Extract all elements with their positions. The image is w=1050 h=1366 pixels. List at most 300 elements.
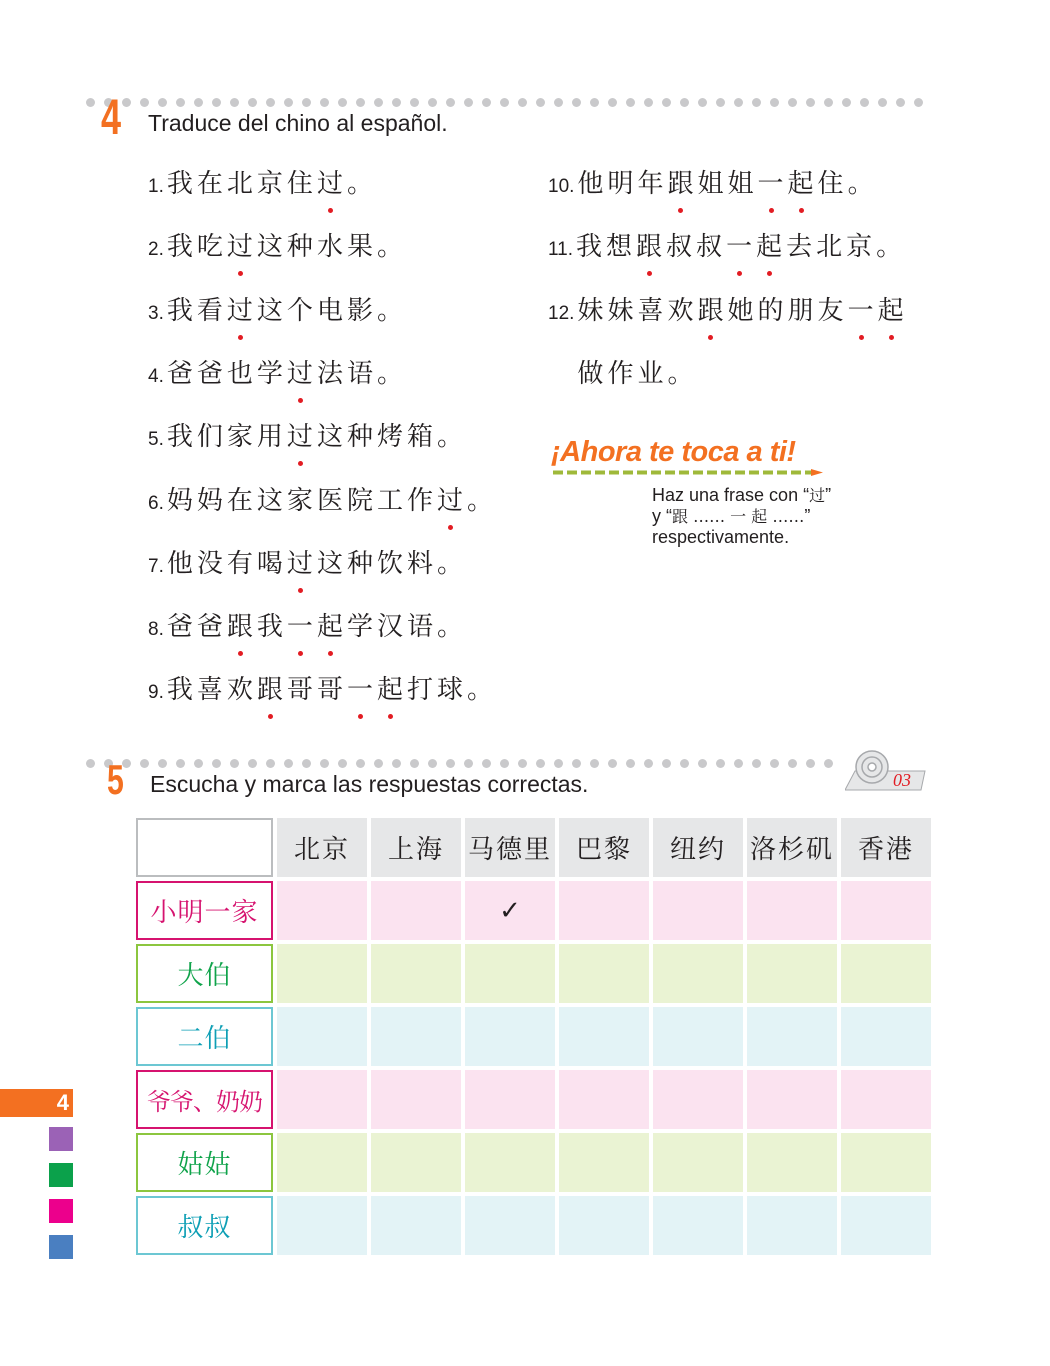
city-column-header: 纽约 bbox=[653, 818, 743, 877]
emphasized-char: 一 bbox=[726, 227, 756, 267]
ahora-instructions bbox=[652, 485, 831, 548]
sentence-char: 吃 bbox=[196, 232, 227, 263]
emphasized-char: 一 bbox=[347, 670, 377, 710]
sentence-char: 爸 bbox=[196, 358, 227, 389]
ex5-title: Escucha y marca las respuestas correctas. bbox=[150, 771, 589, 797]
emphasized-char: 过 bbox=[287, 417, 317, 457]
divider-dot bbox=[392, 759, 401, 768]
sentence-char: 哥 bbox=[316, 675, 347, 706]
answer-cell[interactable] bbox=[371, 1133, 461, 1192]
divider-dot bbox=[518, 98, 527, 107]
emphasized-char: 一 bbox=[758, 164, 788, 204]
divider-dot bbox=[734, 759, 743, 768]
family-row bbox=[136, 1133, 931, 1192]
audio-track-number: 03 bbox=[893, 770, 911, 790]
divider-dot bbox=[518, 759, 527, 768]
sentence-char: 家 bbox=[286, 485, 317, 516]
sentence-char: 。 bbox=[376, 295, 407, 326]
city-column-header: 洛杉矶 bbox=[747, 818, 837, 877]
sentence-char: 学 bbox=[256, 358, 287, 389]
family-row-label: 大伯 bbox=[136, 944, 273, 1003]
sentence-text bbox=[167, 544, 467, 584]
answer-cell[interactable] bbox=[653, 944, 743, 1003]
answer-cell[interactable] bbox=[559, 1070, 649, 1129]
answer-cell[interactable] bbox=[559, 1133, 649, 1192]
sentence-number: 11. bbox=[548, 239, 574, 261]
answer-cell[interactable] bbox=[465, 1133, 555, 1192]
divider-dot bbox=[464, 759, 473, 768]
answer-cell[interactable] bbox=[277, 1133, 367, 1192]
sentence-text bbox=[167, 481, 497, 521]
sentence-number: 5. bbox=[148, 429, 164, 451]
sentence-char: 果 bbox=[346, 232, 377, 263]
ex4-number: 4 bbox=[101, 89, 122, 145]
sentence-char: 作 bbox=[406, 485, 437, 516]
sentence-item bbox=[548, 291, 908, 331]
divider-dot bbox=[608, 98, 617, 107]
sentence-char: 朋 bbox=[787, 295, 818, 326]
divider-dot bbox=[248, 759, 257, 768]
sentence-text bbox=[167, 164, 377, 204]
divider-dot bbox=[644, 98, 653, 107]
divider-dot bbox=[230, 759, 239, 768]
divider-dot bbox=[338, 98, 347, 107]
emphasized-char: 过 bbox=[317, 164, 347, 204]
sentence-char: 语 bbox=[406, 612, 437, 643]
answer-cell[interactable] bbox=[653, 1070, 743, 1129]
emphasized-char: 一 bbox=[287, 607, 317, 647]
sentence-char: 妹 bbox=[577, 295, 608, 326]
divider-dot bbox=[446, 98, 455, 107]
sentence-char: 饮 bbox=[376, 548, 407, 579]
sentence-number: 3. bbox=[148, 302, 164, 324]
divider-dot bbox=[86, 98, 95, 107]
sentence-char: 欢 bbox=[667, 295, 698, 326]
sentence-char: 我 bbox=[166, 422, 197, 453]
city-column-header: 巴黎 bbox=[559, 818, 649, 877]
sentence-char: 妹 bbox=[607, 295, 638, 326]
divider-dot bbox=[284, 759, 293, 768]
sentence-item bbox=[148, 227, 407, 267]
emphasized-char: 过 bbox=[437, 481, 467, 521]
sentence-char: 法 bbox=[316, 358, 347, 389]
sentence-char: 。 bbox=[376, 358, 407, 389]
sentence-text bbox=[577, 291, 907, 331]
ahora-line2-a: y “ bbox=[652, 506, 672, 526]
sentence-number: 2. bbox=[148, 239, 164, 261]
divider-dot bbox=[554, 98, 563, 107]
emphasized-char: 跟 bbox=[257, 670, 287, 710]
divider-dot bbox=[392, 98, 401, 107]
sentence-char: 。 bbox=[847, 169, 878, 199]
sentence-char: 种 bbox=[346, 422, 377, 453]
section-color-marker bbox=[49, 1127, 73, 1151]
sentence-char: 京 bbox=[256, 169, 287, 199]
sentence-text bbox=[167, 291, 407, 331]
divider-dot bbox=[500, 759, 509, 768]
divider-dot bbox=[284, 98, 293, 107]
sentence-number: 8. bbox=[148, 619, 164, 641]
answer-cell[interactable] bbox=[747, 1070, 837, 1129]
sentence-char: 箱 bbox=[406, 422, 437, 453]
sentence-char: 爸 bbox=[196, 612, 227, 643]
emphasized-char: 过 bbox=[227, 227, 257, 267]
sentence-text bbox=[577, 354, 697, 394]
divider-dot bbox=[302, 98, 311, 107]
sentence-item bbox=[148, 544, 467, 584]
emphasized-char: 过 bbox=[227, 291, 257, 331]
answer-cell[interactable] bbox=[747, 1007, 837, 1066]
sentence-char: 我 bbox=[166, 169, 197, 199]
sentence-char: 种 bbox=[286, 232, 317, 263]
family-row bbox=[136, 944, 931, 1003]
sentence-char: 在 bbox=[196, 169, 227, 199]
sentence-item bbox=[148, 164, 377, 204]
answer-cell[interactable] bbox=[465, 1007, 555, 1066]
divider-dot bbox=[428, 98, 437, 107]
sentence-char: 。 bbox=[467, 675, 498, 706]
sentence-item bbox=[548, 227, 906, 267]
sentence-char: 叔 bbox=[696, 232, 727, 263]
answer-cell[interactable] bbox=[559, 1007, 649, 1066]
sentence-char: 。 bbox=[467, 485, 498, 516]
sentence-char: 。 bbox=[437, 422, 468, 453]
divider-dot bbox=[410, 759, 419, 768]
sentence-char: 影 bbox=[346, 295, 377, 326]
answer-cell[interactable] bbox=[371, 1007, 461, 1066]
divider-dot bbox=[806, 98, 815, 107]
divider-dot bbox=[482, 759, 491, 768]
divider-dot bbox=[356, 98, 365, 107]
answer-cell[interactable] bbox=[747, 1133, 837, 1192]
sentence-char: 北 bbox=[226, 169, 257, 199]
answer-cell[interactable] bbox=[559, 1196, 649, 1255]
section-color-marker bbox=[49, 1235, 73, 1259]
sentence-char: 明 bbox=[607, 169, 638, 199]
divider-dot bbox=[410, 98, 419, 107]
sentence-char: 电 bbox=[316, 295, 347, 326]
answer-cell[interactable] bbox=[371, 944, 461, 1003]
sentence-char: 语 bbox=[346, 358, 377, 389]
sentence-char: 学 bbox=[346, 612, 377, 643]
answer-cell[interactable] bbox=[841, 1007, 931, 1066]
sentence-text bbox=[167, 417, 467, 457]
sentence-char: 也 bbox=[226, 358, 257, 389]
answer-cell[interactable] bbox=[841, 1133, 931, 1192]
sentence-char: 。 bbox=[437, 548, 468, 579]
emphasized-char: 起 bbox=[377, 670, 407, 710]
city-column-header: 上海 bbox=[371, 818, 461, 877]
divider-dot bbox=[662, 759, 671, 768]
divider-dot bbox=[140, 98, 149, 107]
ex4-dot-divider bbox=[86, 96, 931, 108]
emphasized-char: 一 bbox=[848, 291, 878, 331]
sentence-char: 想 bbox=[606, 232, 637, 263]
sentence-char: 叔 bbox=[666, 232, 697, 263]
divider-dot bbox=[590, 759, 599, 768]
sentence-char: 。 bbox=[876, 232, 907, 263]
divider-dot bbox=[500, 98, 509, 107]
page-number: 4 bbox=[56, 1090, 69, 1115]
ex5-number: 5 bbox=[107, 756, 124, 803]
divider-dot bbox=[680, 98, 689, 107]
sentence-char: 哥 bbox=[286, 675, 317, 706]
sentence-item bbox=[148, 354, 407, 394]
ahora-line1-b: ” bbox=[825, 485, 832, 505]
divider-dot bbox=[716, 98, 725, 107]
answer-cell[interactable] bbox=[747, 944, 837, 1003]
answer-cell[interactable] bbox=[747, 1196, 837, 1255]
answer-cell[interactable] bbox=[277, 1196, 367, 1255]
answer-cell[interactable] bbox=[277, 1070, 367, 1129]
emphasized-char: 过 bbox=[287, 354, 317, 394]
divider-dot bbox=[572, 98, 581, 107]
sentence-char: 的 bbox=[757, 295, 788, 326]
sentence-char: 京 bbox=[846, 232, 877, 263]
sentence-char: 料 bbox=[406, 548, 437, 579]
sentence-item bbox=[148, 417, 467, 457]
sentence-char: 年 bbox=[637, 169, 668, 199]
sentence-char: 他 bbox=[166, 548, 197, 579]
divider-dot bbox=[356, 759, 365, 768]
emphasized-char: 起 bbox=[756, 227, 786, 267]
answer-cell[interactable] bbox=[747, 881, 837, 940]
sentence-char: 打 bbox=[406, 675, 437, 706]
ahora-line2-zh: 跟 …… 一 起 …… bbox=[672, 507, 805, 526]
sentence-char: 烤 bbox=[376, 422, 407, 453]
sentence-text bbox=[577, 164, 877, 204]
divider-dot bbox=[626, 98, 635, 107]
sentence-item bbox=[548, 164, 878, 204]
divider-dot bbox=[824, 98, 833, 107]
divider-dot bbox=[716, 759, 725, 768]
divider-dot bbox=[698, 98, 707, 107]
sentence-char: 。 bbox=[346, 169, 377, 199]
sentence-char: 做 bbox=[577, 358, 608, 389]
sentence-char: 我 bbox=[166, 295, 197, 326]
sentence-char: 他 bbox=[577, 169, 608, 199]
city-column-header: 北京 bbox=[277, 818, 367, 877]
sentence-number: 7. bbox=[148, 555, 164, 577]
answer-cell[interactable] bbox=[559, 881, 649, 940]
sentence-item bbox=[148, 291, 407, 331]
sentence-char: 家 bbox=[226, 422, 257, 453]
sentence-text bbox=[167, 670, 497, 710]
sentence-text bbox=[167, 354, 407, 394]
answer-cell[interactable] bbox=[653, 1007, 743, 1066]
sentence-item bbox=[148, 670, 497, 710]
sentence-number: 12. bbox=[548, 302, 575, 324]
divider-dot bbox=[428, 759, 437, 768]
city-column-header: 马德里 bbox=[465, 818, 555, 877]
sentence-char: 个 bbox=[286, 295, 317, 326]
divider-dot bbox=[554, 759, 563, 768]
sentence-char: 没 bbox=[196, 548, 227, 579]
divider-dot bbox=[644, 759, 653, 768]
answer-cell[interactable] bbox=[653, 881, 743, 940]
sentence-char: 这 bbox=[316, 548, 347, 579]
ahora-line2-b: ” bbox=[804, 506, 811, 526]
divider-dot bbox=[824, 759, 833, 768]
sentence-number: 10. bbox=[548, 176, 575, 197]
divider-dot bbox=[806, 759, 815, 768]
sentence-char: 她 bbox=[727, 295, 758, 326]
answer-cell[interactable] bbox=[277, 881, 367, 940]
sentence-char: 。 bbox=[437, 612, 468, 643]
section-color-marker bbox=[49, 1199, 73, 1223]
sentence-char: 喝 bbox=[256, 548, 287, 579]
sentence-number: 9. bbox=[148, 682, 164, 704]
sentence-item bbox=[148, 481, 497, 521]
sentence-char: 北 bbox=[816, 232, 847, 263]
sentence-char: 这 bbox=[316, 422, 347, 453]
divider-dot bbox=[788, 759, 797, 768]
divider-dot bbox=[266, 759, 275, 768]
sentence-char: 有 bbox=[226, 548, 257, 579]
sentence-char: 看 bbox=[196, 295, 227, 326]
grid-corner bbox=[136, 818, 273, 877]
answer-cell[interactable] bbox=[465, 1196, 555, 1255]
answer-cell[interactable] bbox=[277, 1007, 367, 1066]
divider-dot bbox=[374, 98, 383, 107]
check-mark-icon: ✓ bbox=[499, 895, 521, 926]
ex4-title: Traduce del chino al español. bbox=[148, 110, 448, 136]
divider-dot bbox=[770, 98, 779, 107]
divider-dot bbox=[320, 98, 329, 107]
divider-dot bbox=[914, 98, 923, 107]
answer-cell[interactable] bbox=[465, 1070, 555, 1129]
answer-cell[interactable] bbox=[371, 881, 461, 940]
sentence-text bbox=[167, 227, 407, 267]
sentence-char: 汉 bbox=[376, 612, 407, 643]
sentence-char: 我 bbox=[256, 612, 287, 643]
answer-cell[interactable] bbox=[371, 1070, 461, 1129]
sentence-char: 爸 bbox=[166, 612, 197, 643]
emphasized-char: 跟 bbox=[667, 164, 697, 204]
family-row-label: 叔叔 bbox=[136, 1196, 273, 1255]
divider-dot bbox=[176, 98, 185, 107]
sentence-char: 友 bbox=[817, 295, 848, 326]
sentence-char: 住 bbox=[817, 169, 848, 199]
ex5-answer-grid bbox=[132, 814, 935, 1259]
sentence-char: 用 bbox=[256, 422, 287, 453]
sentence-char: 喜 bbox=[196, 675, 227, 706]
sentence-char: 我 bbox=[166, 675, 197, 706]
divider-dot bbox=[608, 759, 617, 768]
emphasized-char: 起 bbox=[878, 291, 908, 331]
sentence-char: 去 bbox=[786, 232, 817, 263]
sentence-char: 们 bbox=[196, 422, 227, 453]
sentence-char: 姐 bbox=[727, 169, 758, 199]
answer-cell[interactable] bbox=[841, 944, 931, 1003]
answer-cell[interactable] bbox=[277, 944, 367, 1003]
divider-dot bbox=[626, 759, 635, 768]
sentence-char: 。 bbox=[667, 358, 698, 389]
answer-cell[interactable] bbox=[653, 1133, 743, 1192]
family-row-label: 二伯 bbox=[136, 1007, 273, 1066]
sentence-char: 我 bbox=[576, 232, 607, 263]
divider-dot bbox=[590, 98, 599, 107]
sentence-char: 住 bbox=[286, 169, 317, 199]
sentence-char: 院 bbox=[346, 485, 377, 516]
divider-dot bbox=[446, 759, 455, 768]
sentence-char: 爸 bbox=[166, 358, 197, 389]
emphasized-char: 起 bbox=[317, 607, 347, 647]
family-row-label: 爷爷、奶奶 bbox=[136, 1070, 273, 1129]
sentence-text bbox=[167, 607, 467, 647]
answer-cell[interactable] bbox=[841, 881, 931, 940]
family-row-label: 小明一家 bbox=[136, 881, 273, 940]
sentence-char: 医 bbox=[316, 485, 347, 516]
divider-dot bbox=[464, 98, 473, 107]
sentence-char: 这 bbox=[256, 485, 287, 516]
family-row-label: 姑姑 bbox=[136, 1133, 273, 1192]
family-row bbox=[136, 1007, 931, 1066]
divider-dot bbox=[212, 759, 221, 768]
divider-dot bbox=[158, 759, 167, 768]
answer-cell[interactable] bbox=[465, 881, 555, 940]
divider-dot bbox=[482, 98, 491, 107]
sentence-char: 姐 bbox=[697, 169, 728, 199]
page-number-tab bbox=[0, 1089, 73, 1117]
divider-dot bbox=[140, 759, 149, 768]
divider-dot bbox=[752, 98, 761, 107]
answer-cell[interactable] bbox=[371, 1196, 461, 1255]
ahora-line1-zh: 过 bbox=[809, 486, 826, 505]
divider-dot bbox=[230, 98, 239, 107]
divider-dot bbox=[374, 759, 383, 768]
ex5-dot-divider bbox=[86, 757, 846, 769]
divider-dot bbox=[536, 98, 545, 107]
sentence-item bbox=[148, 607, 467, 647]
answer-cell[interactable] bbox=[841, 1196, 931, 1255]
sentence-number: 4. bbox=[148, 365, 164, 387]
answer-cell[interactable] bbox=[559, 944, 649, 1003]
divider-dot bbox=[86, 759, 95, 768]
emphasized-char: 跟 bbox=[636, 227, 666, 267]
answer-cell[interactable] bbox=[465, 944, 555, 1003]
sentence-text bbox=[576, 227, 906, 267]
family-row bbox=[136, 881, 931, 940]
divider-dot bbox=[752, 759, 761, 768]
divider-dot bbox=[680, 759, 689, 768]
divider-dot bbox=[338, 759, 347, 768]
emphasized-char: 过 bbox=[287, 544, 317, 584]
divider-dot bbox=[536, 759, 545, 768]
family-row bbox=[136, 1196, 931, 1255]
answer-cell[interactable] bbox=[653, 1196, 743, 1255]
sentence-char: 水 bbox=[316, 232, 347, 263]
divider-dot bbox=[158, 98, 167, 107]
divider-dot bbox=[572, 759, 581, 768]
sentence-char: 业 bbox=[637, 358, 668, 389]
audio-cd-icon[interactable] bbox=[845, 747, 927, 793]
divider-dot bbox=[770, 759, 779, 768]
divider-dot bbox=[302, 759, 311, 768]
sentence-char: 球 bbox=[437, 675, 468, 706]
section-color-marker bbox=[49, 1163, 73, 1187]
answer-cell[interactable] bbox=[841, 1070, 931, 1129]
divider-dot bbox=[320, 759, 329, 768]
divider-dot bbox=[248, 98, 257, 107]
divider-dot bbox=[878, 98, 887, 107]
divider-dot bbox=[788, 98, 797, 107]
divider-dot bbox=[842, 98, 851, 107]
sentence-number: 6. bbox=[148, 492, 164, 514]
divider-dot bbox=[194, 759, 203, 768]
sentence-char: 种 bbox=[346, 548, 377, 579]
sentence-char: 工 bbox=[376, 485, 407, 516]
